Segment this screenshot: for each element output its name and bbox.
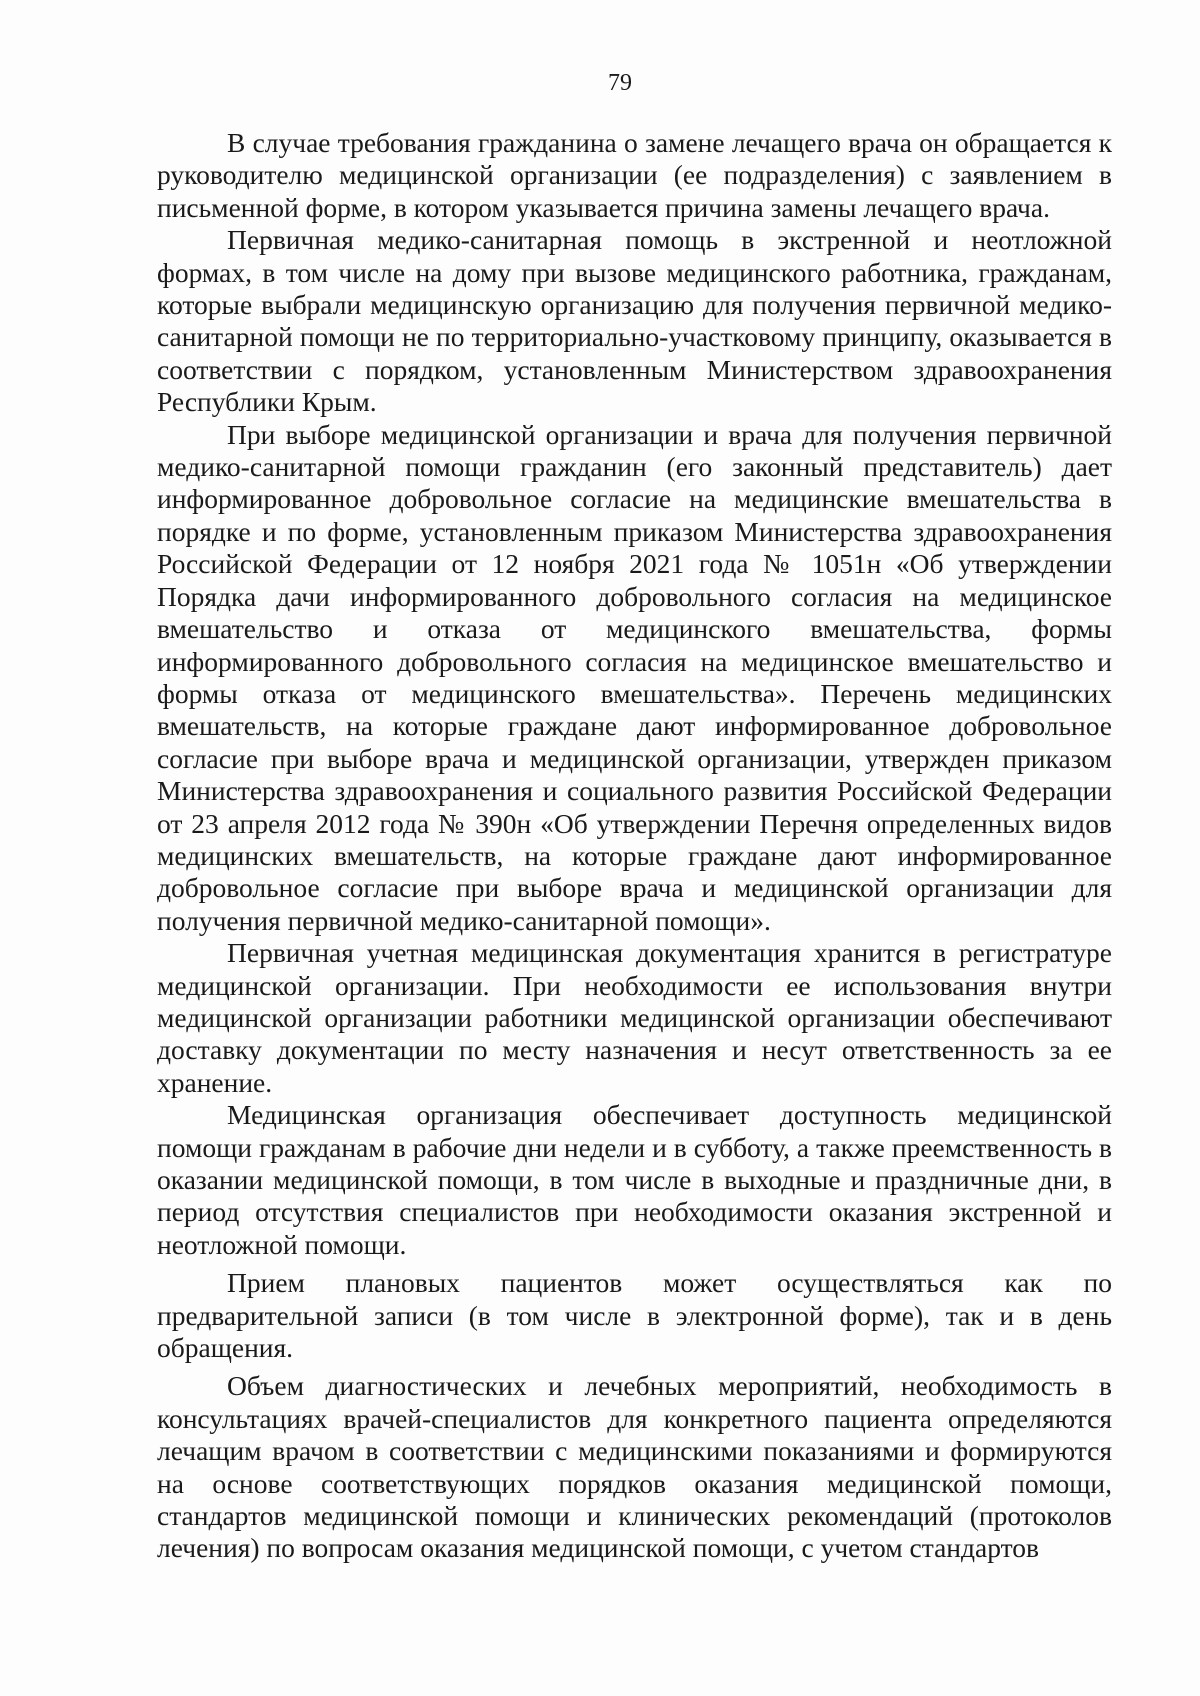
document-body [157,127,1112,1565]
page-number: 79 [608,70,632,96]
paragraph-diagnostic-scope: Объем диагностических и лечебных мероприятий, необходимость в консультациях врачей-специалистов для конкретного пациента определяются лечащим врачом в соответствии с медицинскими показаниями и формируются на основе соответствующих порядков оказания медицинской помощи, стандартов медицинской помощи и клинических рекомендаций (протоколов лечения) по вопросам оказания медицинской помощи, с учетом стандартов [157,1370,1112,1564]
paragraph-documentation-storage: Первичная учетная медицинская документация хранится в регистратуре медицинской организации. При необходимости ее использования внутри медицинской организации работники медицинской организации обеспечивают доставку документации по месту назначения и несут ответственность за ее хранение. [157,937,1112,1098]
paragraph-care-availability: Медицинская организация обеспечивает доступность медицинской помощи гражданам в рабочие дни недели и в субботу, а также преемственность в оказании медицинской помощи, в том числе в выходные и праздничные дни, в период отсутствия специалистов при необходимости оказания экстренной и неотложной помощи. [157,1099,1112,1260]
paragraph-emergency-care: Первичная медико-санитарная помощь в экстренной и неотложной формах, в том числе на дому при вызове медицинского работника, гражданам, которые выбрали медицинскую организацию для получения первичной медико-санитарной помощи не по территориально-участковому принципу, оказывается в соответствии с порядком, установленным Министерством здравоохранения Республики Крым. [157,224,1112,418]
paragraph-informed-consent: При выборе медицинской организации и врача для получения первичной медико-санитарной помощи гражданин (его законный представитель) дает информированное добровольное согласие на медицинские вмешательства в порядке и по форме, установленным приказом Министерства здравоохранения Российской Федерации от 12 ноября 2021 года № 1051н «Об утверждении Порядка дачи информированного добровольного согласия на медицинское вмешательство и отказа от медицинского вмешательства, формы информированного добровольного согласия на медицинское вмешательство и формы отказа от медицинского вмешательства». Перечень медицинских вмешательств, на которые граждане дают информированное добровольное согласие при выборе врача и медицинской организации, утвержден приказом Министерства здравоохранения и социального развития Российской Федерации от 23 апреля 2012 года № 390н «Об утверждении Перечня определенных видов медицинских вмешательств, на которые граждане дают информированное добровольное согласие при выборе врача и медицинской организации для получения первичной медико-санитарной помощи». [157,418,1112,936]
paragraph-planned-patients: Прием плановых пациентов может осуществляться как по предварительной записи (в том числе в электронной форме), так и в день обращения. [157,1267,1112,1364]
paragraph-doctor-replacement: В случае требования гражданина о замене лечащего врача он обращается к руководителю медицинской организации (ее подразделения) с заявлением в письменной форме, в котором указывается причина замены лечащего врача. [157,127,1112,223]
